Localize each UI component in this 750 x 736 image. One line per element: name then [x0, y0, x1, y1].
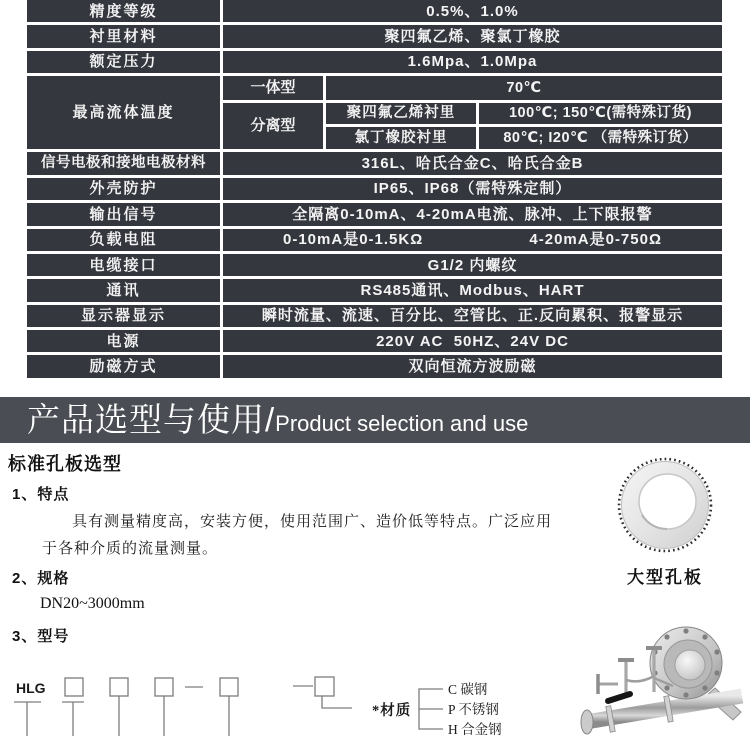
row-label: 信号电极和接地电极材料	[27, 152, 220, 174]
row-label: 负载电阻	[27, 229, 220, 251]
material-option: C 碳钢	[448, 682, 488, 697]
material-label: *材质	[372, 703, 412, 719]
flowmeter-drawing	[578, 600, 750, 736]
orifice-plate-caption: 大型孔板	[627, 568, 703, 587]
spec-range: DN20~3000mm	[40, 595, 145, 612]
impulse-tube	[626, 676, 654, 681]
row-value: 瞬时流量、流速、百分比、空管比、正.反向累积、报警显示	[223, 305, 722, 327]
table-row	[27, 203, 722, 225]
table-row	[27, 254, 722, 276]
table-row	[27, 305, 722, 327]
row-label: 电源	[27, 330, 220, 352]
table-row	[27, 178, 722, 200]
temp-row-integrated	[223, 76, 722, 99]
temp-block-right	[223, 76, 722, 149]
lining-label: 聚四氟乙烯衬里	[326, 103, 476, 125]
material-option: P 不锈钢	[448, 702, 499, 717]
item3-title: 3、型号	[12, 628, 70, 645]
lining-row	[326, 103, 722, 125]
row-value: IP65、IP68（需特殊定制）	[223, 178, 722, 200]
model-code-box	[65, 678, 83, 696]
orifice-plate-drawing	[612, 455, 720, 560]
type-label: 分离型	[223, 103, 323, 150]
feature-paragraph-line1: 具有测量精度高，安装方便，使用范围广、造价低等特点。广泛应用	[72, 514, 553, 530]
row-label: 显示器显示	[27, 305, 220, 327]
model-code-diagram	[0, 648, 530, 736]
temp-rows-separated	[223, 103, 722, 150]
temp-value: 70℃	[326, 76, 722, 99]
item2-title: 2、规格	[12, 570, 70, 587]
row-label: 电缆接口	[27, 254, 220, 276]
banner-title-en: Product selection and use	[275, 411, 529, 436]
row-value: 全隔离0-10mA、4-20mA电流、脉冲、上下限报警	[223, 203, 722, 225]
load-resistance-right: 4-20mA是0-750Ω	[529, 231, 662, 249]
row-value: 1.6Mpa、1.0Mpa	[223, 51, 722, 73]
feature-paragraph-line2: 于各种介质的流量测量。	[42, 541, 219, 557]
row-label: 励磁方式	[27, 355, 220, 377]
row-label: 衬里材料	[27, 25, 220, 47]
banner-title-zh: 产品选型与使用/	[27, 401, 276, 438]
temp-value: 80℃; I20℃ （需特殊订货）	[479, 127, 722, 149]
section-banner	[0, 397, 750, 443]
table-row	[27, 355, 722, 377]
table-row	[27, 279, 722, 301]
type-label: 一体型	[223, 76, 323, 99]
temp-value: 100℃; 150℃(需特殊订货)	[479, 103, 722, 125]
row-value: 聚四氟乙烯、聚氯丁橡胶	[223, 25, 722, 47]
table-row	[27, 51, 722, 73]
orifice-plate-image	[612, 455, 720, 560]
end-flange	[581, 710, 593, 734]
row-label: 精度等级	[27, 0, 220, 22]
spec-table	[27, 0, 722, 378]
model-code-box	[110, 678, 128, 696]
row-value: 双向恒流方波励磁	[223, 355, 722, 377]
model-prefix: HLG	[16, 680, 46, 696]
row-value: G1/2 内螺纹	[223, 254, 722, 276]
black-lever-handle	[608, 694, 630, 701]
table-row	[27, 152, 722, 174]
material-leader-line	[322, 696, 352, 708]
row-label: 输出信号	[27, 203, 220, 225]
material-option: H 合金钢	[448, 722, 502, 736]
row-value: RS485通讯、Modbus、HART	[223, 279, 722, 301]
model-code-box	[220, 678, 238, 696]
row-label: 通讯	[27, 279, 220, 301]
table-row	[27, 330, 722, 352]
table-row	[27, 0, 722, 22]
lining-label: 氯丁橡胶衬里	[326, 127, 476, 149]
row-value: 220V AC 50HZ、24V DC	[223, 330, 722, 352]
lining-row	[326, 127, 722, 149]
table-row	[27, 229, 722, 251]
table-row	[27, 25, 722, 47]
load-resistance-left: 0-10mA是0-1.5KΩ	[283, 231, 424, 249]
row-label: 额定压力	[27, 51, 220, 73]
model-code-box	[315, 677, 334, 696]
model-code-box	[155, 678, 173, 696]
temp-block	[27, 76, 722, 149]
row-label: 外壳防护	[27, 178, 220, 200]
row-value	[223, 229, 722, 251]
lining-rows	[326, 103, 722, 150]
section-heading: 标准孔板选型	[8, 454, 122, 474]
item1-title: 1、特点	[12, 486, 70, 503]
row-label: 最高流体温度	[27, 76, 220, 149]
row-value: 316L、哈氏合金C、哈氏合金B	[223, 152, 722, 174]
row-value: 0.5%、1.0%	[223, 0, 722, 22]
flowmeter-image	[578, 600, 750, 736]
flange-bore	[675, 650, 705, 680]
